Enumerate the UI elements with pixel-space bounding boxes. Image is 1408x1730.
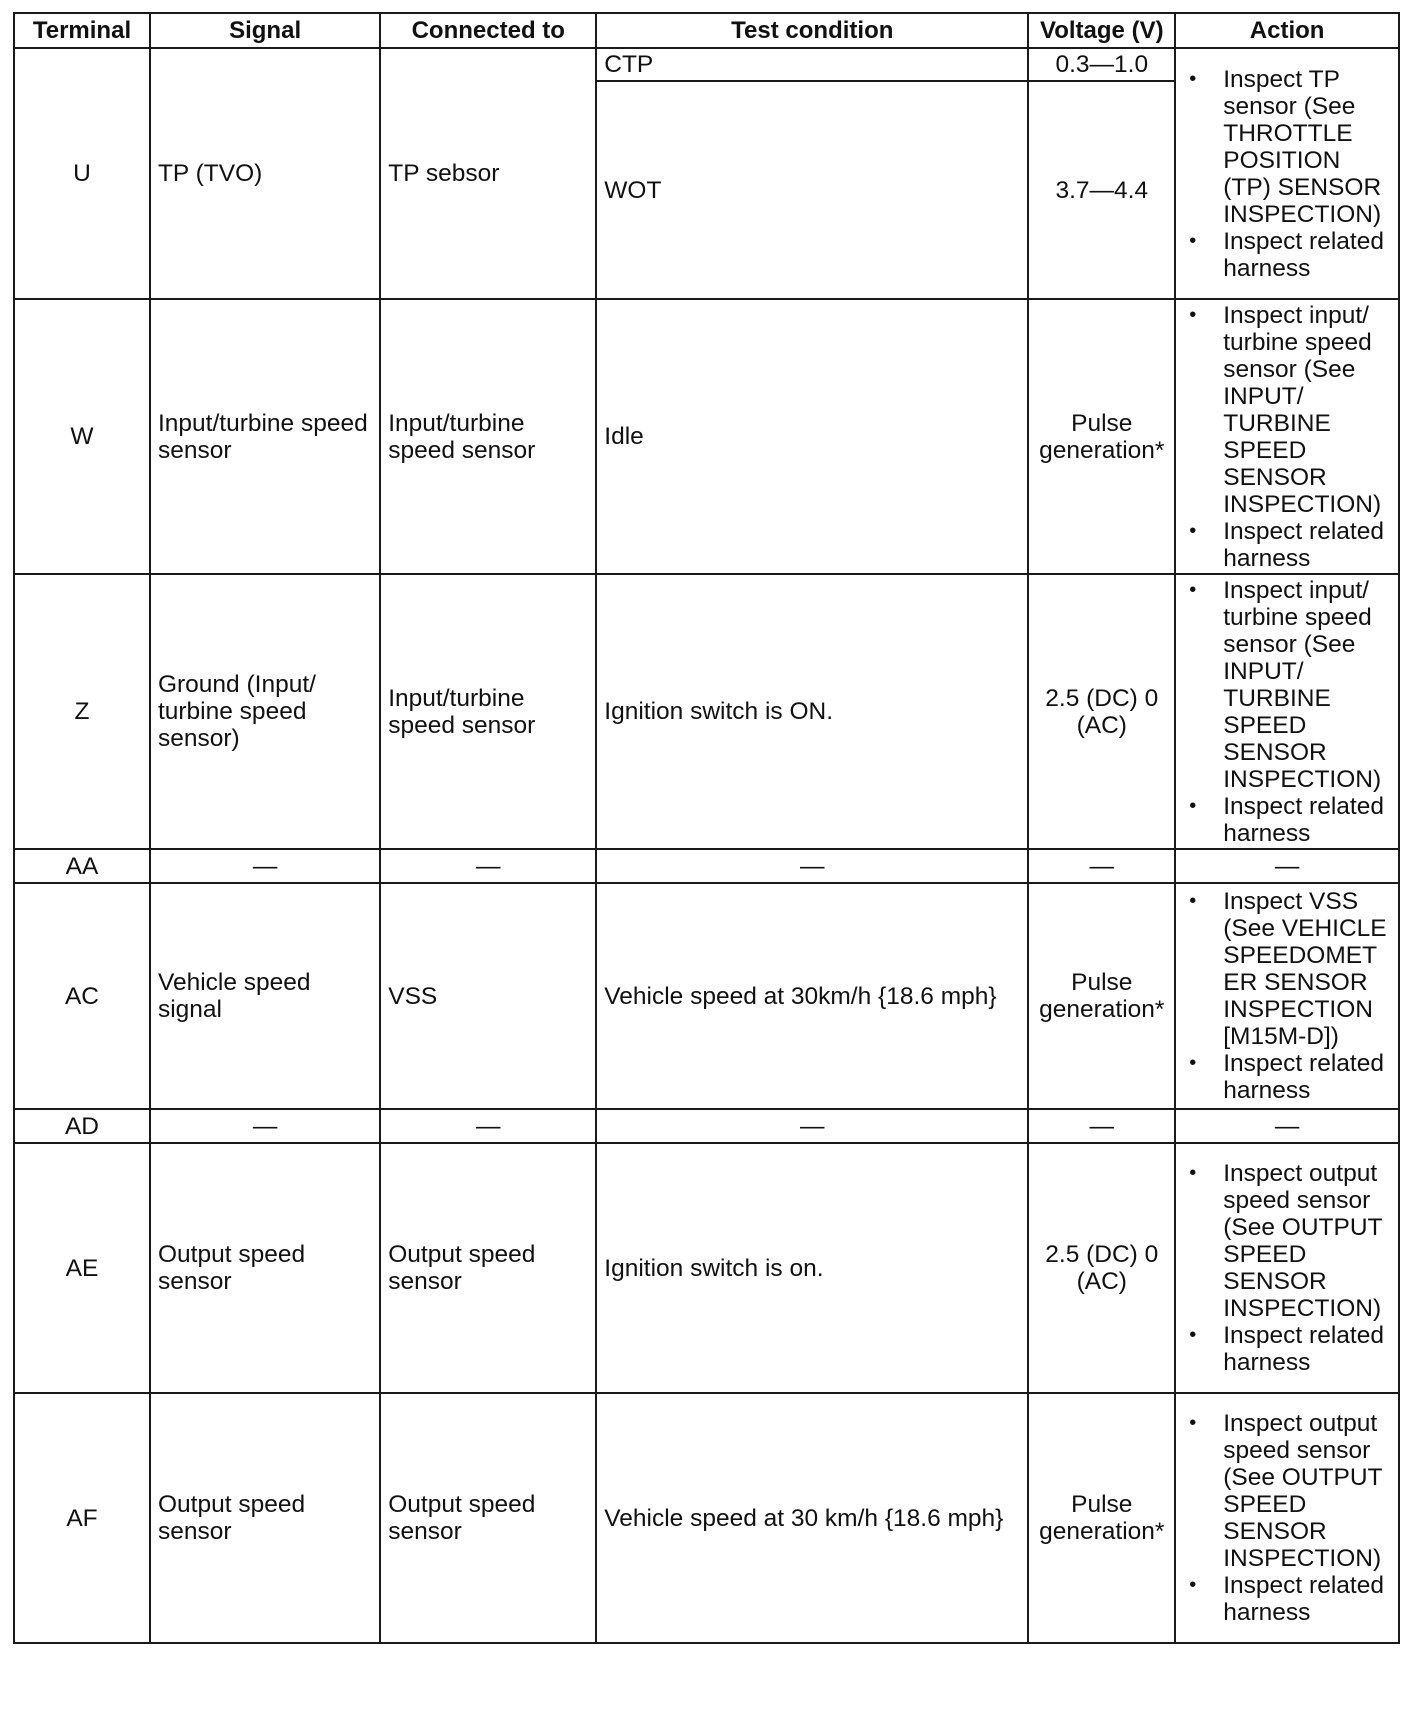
terminal-cell: AD	[14, 1109, 150, 1143]
action-item: • Inspect input/ turbine speed sensor (See INPUT/ TURBINE SPEED SENSOR INSPECTION)	[1223, 302, 1391, 518]
test-condition-cell: —	[596, 1109, 1028, 1143]
test-condition-cell: Vehicle speed at 30km/h {18.6 mph}	[596, 883, 1028, 1109]
terminal-cell: AA	[14, 849, 150, 883]
connected-to-cell: Input/turbine speed sensor	[380, 299, 596, 574]
table-row-aa	[14, 849, 1399, 883]
action-cell	[1175, 574, 1399, 849]
voltage-cell: Pulse generation*	[1028, 299, 1175, 574]
table-row-u	[14, 48, 1399, 81]
terminal-cell: U	[14, 48, 150, 299]
action-item: • Inspect output speed sensor (See OUTPUT SPEED SENSOR INSPECTION)	[1223, 1160, 1391, 1322]
test-condition-cell: Ignition switch is ON.	[596, 574, 1028, 849]
signal-cell: Output speed sensor	[150, 1143, 380, 1393]
terminal-cell: Z	[14, 574, 150, 849]
action-item: • Inspect related harness	[1223, 1322, 1391, 1376]
test-condition-cell: WOT	[596, 81, 1028, 299]
signal-cell: TP (TVO)	[150, 48, 380, 299]
action-cell: —	[1175, 1109, 1399, 1143]
action-item: • Inspect related harness	[1223, 228, 1391, 282]
header-test-condition: Test condition	[596, 13, 1028, 48]
test-condition-cell: Ignition switch is on.	[596, 1143, 1028, 1393]
action-cell	[1175, 48, 1399, 299]
action-cell	[1175, 883, 1399, 1109]
action-item: • Inspect related harness	[1223, 518, 1391, 572]
signal-cell: Ground (Input/ turbine speed sensor)	[150, 574, 380, 849]
signal-cell: Input/turbine speed sensor	[150, 299, 380, 574]
action-cell	[1175, 299, 1399, 574]
voltage-cell: —	[1028, 1109, 1175, 1143]
terminal-cell: AC	[14, 883, 150, 1109]
signal-cell: —	[150, 849, 380, 883]
action-item: • Inspect input/ turbine speed sensor (See INPUT/ TURBINE SPEED SENSOR INSPECTION)	[1223, 577, 1391, 793]
table-row-ad	[14, 1109, 1399, 1143]
connected-to-cell: Output speed sensor	[380, 1143, 596, 1393]
voltage-cell: Pulse generation*	[1028, 883, 1175, 1109]
voltage-cell: 2.5 (DC) 0 (AC)	[1028, 574, 1175, 849]
terminal-cell: AF	[14, 1393, 150, 1643]
header-signal: Signal	[150, 13, 380, 48]
connected-to-cell: Input/turbine speed sensor	[380, 574, 596, 849]
signal-cell: Vehicle speed signal	[150, 883, 380, 1109]
action-item: • Inspect TP sensor (See THROTTLE POSITION (TP) SENSOR INSPECTION)	[1223, 66, 1391, 228]
action-cell: —	[1175, 849, 1399, 883]
action-item: • Inspect output speed sensor (See OUTPUT SPEED SENSOR INSPECTION)	[1223, 1410, 1391, 1572]
table-row-w	[14, 299, 1399, 574]
test-condition-cell: Idle	[596, 299, 1028, 574]
terminal-cell: W	[14, 299, 150, 574]
test-condition-cell: CTP	[596, 48, 1028, 81]
voltage-cell: —	[1028, 849, 1175, 883]
voltage-cell: 3.7—4.4	[1028, 81, 1175, 299]
connected-to-cell: TP sebsor	[380, 48, 596, 299]
connected-to-cell: VSS	[380, 883, 596, 1109]
signal-cell: —	[150, 1109, 380, 1143]
action-item: • Inspect related harness	[1223, 1572, 1391, 1626]
connected-to-cell: —	[380, 849, 596, 883]
connected-to-cell: Output speed sensor	[380, 1393, 596, 1643]
terminal-voltage-table	[13, 12, 1400, 1644]
signal-cell: Output speed sensor	[150, 1393, 380, 1643]
action-item: • Inspect related harness	[1223, 793, 1391, 847]
connected-to-cell: —	[380, 1109, 596, 1143]
header-row	[14, 13, 1399, 48]
table-row-af	[14, 1393, 1399, 1643]
action-item: • Inspect VSS (See VEHICLE SPEEDOMET ER SENSOR INSPECTION [M15M-D])	[1223, 888, 1391, 1050]
action-cell	[1175, 1393, 1399, 1643]
header-connected-to: Connected to	[380, 13, 596, 48]
voltage-cell: Pulse generation*	[1028, 1393, 1175, 1643]
table-row-ac	[14, 883, 1399, 1109]
test-condition-cell: —	[596, 849, 1028, 883]
action-item: • Inspect related harness	[1223, 1050, 1391, 1104]
header-terminal: Terminal	[14, 13, 150, 48]
header-action: Action	[1175, 13, 1399, 48]
action-cell	[1175, 1143, 1399, 1393]
table-row-ae	[14, 1143, 1399, 1393]
header-voltage: Voltage (V)	[1028, 13, 1175, 48]
voltage-cell: 0.3—1.0	[1028, 48, 1175, 81]
voltage-cell: 2.5 (DC) 0 (AC)	[1028, 1143, 1175, 1393]
table-row-z	[14, 574, 1399, 849]
terminal-cell: AE	[14, 1143, 150, 1393]
test-condition-cell: Vehicle speed at 30 km/h {18.6 mph}	[596, 1393, 1028, 1643]
